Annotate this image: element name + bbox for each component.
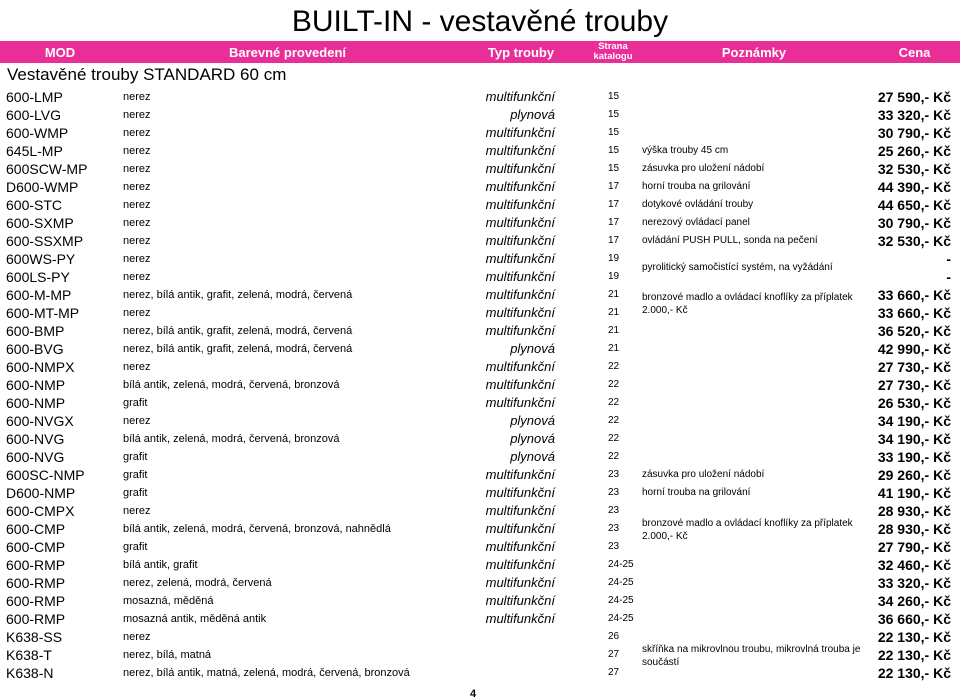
header-strana-katalogu bbox=[587, 41, 639, 63]
header-strana-line1: Strana bbox=[598, 41, 628, 52]
table-row bbox=[0, 610, 960, 628]
table-row bbox=[0, 358, 960, 376]
row-page: 15 bbox=[608, 109, 620, 120]
row-model: 645L-MP bbox=[6, 143, 63, 159]
row-color: nerez bbox=[123, 235, 151, 247]
row-page: 21 bbox=[608, 289, 620, 300]
row-price: 27 730,- Kč bbox=[877, 359, 951, 375]
row-page: 22 bbox=[608, 451, 620, 462]
row-page: 19 bbox=[608, 271, 620, 282]
table-row bbox=[0, 556, 960, 574]
price-table bbox=[0, 88, 960, 682]
row-price: 27 730,- Kč bbox=[877, 377, 951, 393]
row-color: mosazná, měděná bbox=[123, 595, 214, 607]
table-row bbox=[0, 340, 960, 358]
row-price: 33 320,- Kč bbox=[877, 575, 951, 591]
row-color: nerez, bílá antik, matná, zelená, modrá, červená, bronzová bbox=[123, 667, 410, 679]
row-page: 17 bbox=[608, 199, 620, 210]
row-price: 36 520,- Kč bbox=[877, 323, 951, 339]
row-price: 30 790,- Kč bbox=[877, 215, 951, 231]
row-color: grafit bbox=[123, 541, 148, 553]
row-type: multifunkční bbox=[485, 539, 555, 554]
row-price: 28 930,- Kč bbox=[877, 521, 951, 537]
row-color: bílá antik, zelená, modrá, červená, bronzová bbox=[123, 433, 340, 445]
row-type: multifunkční bbox=[485, 575, 555, 590]
table-row bbox=[0, 322, 960, 340]
row-model: 600-NMP bbox=[6, 377, 66, 393]
row-note: horní trouba na grilování bbox=[642, 487, 751, 498]
row-model: 600-CMP bbox=[6, 539, 66, 555]
row-model: 600-LMP bbox=[6, 89, 63, 105]
row-type: multifunkční bbox=[485, 305, 555, 320]
row-model: 600-RMP bbox=[6, 593, 66, 609]
row-model: K638-T bbox=[6, 647, 52, 663]
table-row bbox=[0, 196, 960, 214]
row-model: 600-RMP bbox=[6, 575, 66, 591]
row-model: 600-RMP bbox=[6, 611, 66, 627]
row-color: nerez bbox=[123, 163, 151, 175]
row-page: 15 bbox=[608, 91, 620, 102]
table-row bbox=[0, 574, 960, 592]
row-model: 600SCW-MP bbox=[6, 161, 88, 177]
row-page: 22 bbox=[608, 361, 620, 372]
row-price: 33 660,- Kč bbox=[877, 305, 951, 321]
page-title: BUILT-IN - vestavěné trouby bbox=[291, 5, 669, 38]
row-color: nerez, bílá, matná bbox=[123, 649, 212, 661]
row-page: 21 bbox=[608, 325, 620, 336]
row-type: plynová bbox=[510, 413, 555, 428]
table-header bbox=[0, 41, 960, 63]
header-barevne-provedeni: Barevné provedení bbox=[228, 44, 347, 60]
row-type: multifunkční bbox=[485, 467, 555, 482]
row-note: nerezový ovládací panel bbox=[642, 217, 750, 228]
row-note: ovládání PUSH PULL, sonda na pečení bbox=[642, 235, 818, 246]
row-price: 30 790,- Kč bbox=[877, 125, 951, 141]
row-page: 17 bbox=[608, 235, 620, 246]
row-color: nerez bbox=[123, 361, 151, 373]
row-model: 600-NVG bbox=[6, 431, 65, 447]
row-page: 17 bbox=[608, 217, 620, 228]
row-model: 600-NVG bbox=[6, 449, 65, 465]
table-row bbox=[0, 106, 960, 124]
row-page: 22 bbox=[608, 415, 620, 426]
row-price: 33 660,- Kč bbox=[877, 287, 951, 303]
row-price: - bbox=[946, 269, 951, 285]
row-type: multifunkční bbox=[485, 143, 555, 158]
section-subtitle: Vestavěné trouby STANDARD 60 cm bbox=[7, 65, 287, 84]
row-type: multifunkční bbox=[485, 125, 555, 140]
row-model: D600-WMP bbox=[6, 179, 79, 195]
row-type: plynová bbox=[510, 431, 555, 446]
row-model: 600SC-NMP bbox=[6, 467, 85, 483]
row-price: 26 530,- Kč bbox=[877, 395, 951, 411]
row-price: 28 930,- Kč bbox=[877, 503, 951, 519]
row-type: multifunkční bbox=[485, 269, 555, 284]
row-note: dotykové ovládání trouby bbox=[642, 199, 754, 210]
row-page: 22 bbox=[608, 397, 620, 408]
table-row bbox=[0, 448, 960, 466]
row-type: multifunkční bbox=[485, 89, 555, 104]
table-row bbox=[0, 466, 960, 484]
row-page: 24-25 bbox=[608, 559, 634, 570]
table-row bbox=[0, 376, 960, 394]
row-color: nerez, bílá antik, grafit, zelená, modrá, červená bbox=[123, 325, 353, 337]
row-page: 24-25 bbox=[608, 577, 634, 588]
row-price: 44 650,- Kč bbox=[877, 197, 951, 213]
table-row bbox=[0, 430, 960, 448]
note-mikrovlnka: skříňka na mikrovlnou troubu, mikrovlná trouba je součástí bbox=[642, 644, 861, 668]
note-bronzove-madlo-1: bronzové madlo a ovládací knoflíky za příplatek 2.000,- Kč bbox=[642, 292, 853, 316]
row-color: nerez bbox=[123, 271, 151, 283]
row-color: grafit bbox=[123, 487, 148, 499]
row-model: 600-NMP bbox=[6, 395, 66, 411]
row-color: nerez bbox=[123, 91, 151, 103]
row-model: 600-WMP bbox=[6, 125, 69, 141]
row-color: grafit bbox=[123, 469, 148, 481]
row-model: 600-RMP bbox=[6, 557, 66, 573]
row-color: nerez bbox=[123, 217, 151, 229]
row-type: multifunkční bbox=[485, 215, 555, 230]
row-price: 36 660,- Kč bbox=[877, 611, 951, 627]
row-page: 23 bbox=[608, 541, 620, 552]
row-type: multifunkční bbox=[485, 161, 555, 176]
row-type: multifunkční bbox=[485, 287, 555, 302]
row-page: 22 bbox=[608, 379, 620, 390]
row-color: bílá antik, zelená, modrá, červená, bronzová, nahnědlá bbox=[123, 523, 391, 535]
row-color: bílá antik, grafit bbox=[123, 559, 198, 571]
row-model: 600-M-MP bbox=[6, 287, 72, 303]
note-bronzove-madlo-2: bronzové madlo a ovládací knoflíky za příplatek 2.000,- Kč bbox=[642, 518, 853, 542]
row-price: 44 390,- Kč bbox=[877, 179, 951, 195]
row-price: 27 790,- Kč bbox=[877, 539, 951, 555]
row-note: horní trouba na grilování bbox=[642, 181, 751, 192]
header-strana-line2: katalogu bbox=[593, 51, 633, 62]
row-price: 32 530,- Kč bbox=[877, 233, 951, 249]
row-model: 600-BMP bbox=[6, 323, 65, 339]
row-page: 23 bbox=[608, 469, 620, 480]
row-model: 600-BVG bbox=[6, 341, 64, 357]
row-price: 42 990,- Kč bbox=[877, 341, 951, 357]
row-price: 32 460,- Kč bbox=[877, 557, 951, 573]
row-page: 15 bbox=[608, 145, 620, 156]
row-type: plynová bbox=[510, 341, 555, 356]
table-row bbox=[0, 592, 960, 610]
row-price: 33 320,- Kč bbox=[877, 107, 951, 123]
row-color: grafit bbox=[123, 451, 148, 463]
header-poznamky: Poznámky bbox=[721, 44, 787, 60]
row-color: nerez bbox=[123, 181, 151, 193]
row-page: 19 bbox=[608, 253, 620, 264]
row-color: nerez bbox=[123, 199, 151, 211]
row-price: 25 260,- Kč bbox=[877, 143, 951, 159]
row-page: 15 bbox=[608, 127, 620, 138]
row-type: plynová bbox=[510, 107, 555, 122]
row-price: 41 190,- Kč bbox=[877, 485, 951, 501]
table-row bbox=[0, 214, 960, 232]
row-note: výška trouby 45 cm bbox=[642, 145, 729, 156]
row-color: nerez, bílá antik, grafit, zelená, modrá, červená bbox=[123, 289, 353, 301]
row-color: bílá antik, zelená, modrá, červená, bronzová bbox=[123, 379, 340, 391]
row-price: 34 190,- Kč bbox=[877, 431, 951, 447]
table-row bbox=[0, 412, 960, 430]
table-row bbox=[0, 484, 960, 502]
row-model: 600-SXMP bbox=[6, 215, 74, 231]
row-color: nerez, bílá antik, grafit, zelená, modrá, červená bbox=[123, 343, 353, 355]
row-price: 29 260,- Kč bbox=[877, 467, 951, 483]
row-model: 600WS-PY bbox=[6, 251, 76, 267]
row-type: multifunkční bbox=[485, 359, 555, 374]
note-pyroliticky: pyrolitický samočistící systém, na vyžádání bbox=[642, 262, 833, 273]
row-page: 22 bbox=[608, 433, 620, 444]
row-type: multifunkční bbox=[485, 503, 555, 518]
row-color: nerez bbox=[123, 415, 151, 427]
row-page: 24-25 bbox=[608, 595, 634, 606]
row-model: K638-N bbox=[6, 665, 54, 681]
row-model: 600-NVGX bbox=[6, 413, 74, 429]
row-type: multifunkční bbox=[485, 179, 555, 194]
row-color: nerez bbox=[123, 109, 151, 121]
row-page: 27 bbox=[608, 649, 620, 660]
row-color: nerez bbox=[123, 127, 151, 139]
header-mod: MOD bbox=[44, 44, 76, 60]
row-model: 600-STC bbox=[6, 197, 63, 213]
row-color: nerez bbox=[123, 253, 151, 265]
row-type: multifunkční bbox=[485, 197, 555, 212]
row-page: 23 bbox=[608, 523, 620, 534]
row-page: 26 bbox=[608, 631, 620, 642]
row-model: 600-SSXMP bbox=[6, 233, 84, 249]
row-price: 27 590,- Kč bbox=[877, 89, 951, 105]
row-price: 32 530,- Kč bbox=[877, 161, 951, 177]
row-model: 600-CMP bbox=[6, 521, 66, 537]
table-row bbox=[0, 178, 960, 196]
row-model: 600LS-PY bbox=[6, 269, 70, 285]
row-price: 22 130,- Kč bbox=[877, 629, 951, 645]
row-page: 23 bbox=[608, 505, 620, 516]
row-type: multifunkční bbox=[485, 593, 555, 608]
table-row bbox=[0, 142, 960, 160]
row-model: K638-SS bbox=[6, 629, 63, 645]
row-price: - bbox=[946, 251, 951, 267]
row-model: 600-CMPX bbox=[6, 503, 75, 519]
row-note: zásuvka pro uložení nádobí bbox=[642, 469, 765, 480]
row-price: 22 130,- Kč bbox=[877, 665, 951, 681]
row-model: D600-NMP bbox=[6, 485, 76, 501]
row-type: multifunkční bbox=[485, 611, 555, 626]
row-color: nerez bbox=[123, 631, 151, 643]
row-color: nerez bbox=[123, 307, 151, 319]
row-type: multifunkční bbox=[485, 377, 555, 392]
row-page: 27 bbox=[608, 667, 620, 678]
row-model: 600-LVG bbox=[6, 107, 61, 123]
table-row bbox=[0, 124, 960, 142]
row-type: multifunkční bbox=[485, 233, 555, 248]
row-color: mosazná antik, měděná antik bbox=[123, 613, 267, 625]
row-note: zásuvka pro uložení nádobí bbox=[642, 163, 765, 174]
row-type: multifunkční bbox=[485, 323, 555, 338]
row-color: nerez bbox=[123, 505, 151, 517]
table-row bbox=[0, 160, 960, 178]
row-price: 22 130,- Kč bbox=[877, 647, 951, 663]
page-number: 4 bbox=[470, 688, 477, 700]
table-row bbox=[0, 394, 960, 412]
row-price: 34 190,- Kč bbox=[877, 413, 951, 429]
row-type: multifunkční bbox=[485, 521, 555, 536]
row-model: 600-MT-MP bbox=[6, 305, 80, 321]
header-typ-trouby: Typ trouby bbox=[487, 44, 555, 60]
row-page: 23 bbox=[608, 487, 620, 498]
table-row bbox=[0, 232, 960, 250]
table-row bbox=[0, 88, 960, 106]
row-type: plynová bbox=[510, 449, 555, 464]
row-page: 15 bbox=[608, 163, 620, 174]
row-color: nerez, zelená, modrá, červená bbox=[123, 577, 272, 589]
row-type: multifunkční bbox=[485, 485, 555, 500]
row-type: multifunkční bbox=[485, 557, 555, 572]
row-color: grafit bbox=[123, 397, 148, 409]
row-price: 33 190,- Kč bbox=[877, 449, 951, 465]
row-color: nerez bbox=[123, 145, 151, 157]
row-price: 34 260,- Kč bbox=[877, 593, 951, 609]
row-type: multifunkční bbox=[485, 251, 555, 266]
row-page: 17 bbox=[608, 181, 620, 192]
header-cena: Cena bbox=[898, 44, 931, 60]
row-type: multifunkční bbox=[485, 395, 555, 410]
row-page: 21 bbox=[608, 343, 620, 354]
row-page: 24-25 bbox=[608, 613, 634, 624]
row-model: 600-NMPX bbox=[6, 359, 75, 375]
row-page: 21 bbox=[608, 307, 620, 318]
